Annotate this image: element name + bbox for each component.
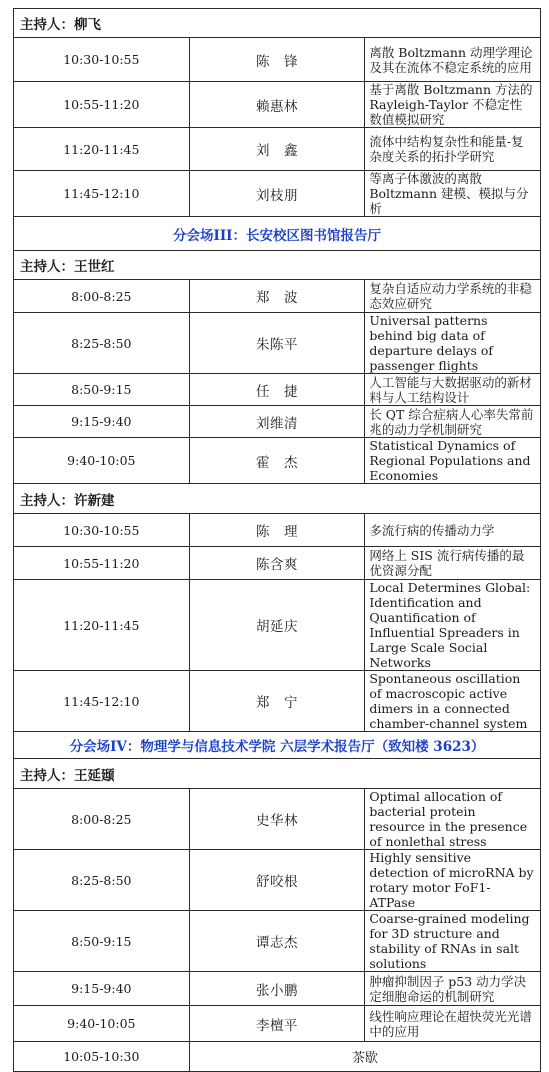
- host-row: [14, 759, 541, 789]
- talk-row: [14, 313, 541, 374]
- talk-row: [14, 438, 541, 484]
- talk-row: [14, 280, 541, 313]
- talk-row: [14, 789, 541, 850]
- talk-time: 8:25-8:50: [14, 850, 190, 911]
- talk-row: [14, 374, 541, 406]
- talk-title: 基于离散 Boltzmann 方法的 Rayleigh-Taylor 不稳定性数值模拟研究: [365, 82, 541, 128]
- speaker-name: 霍 杰: [189, 438, 365, 484]
- talk-title: Local Determines Global: Identification and Quantification of Influential Spreaders in Large Scale Social Networks: [365, 580, 541, 671]
- talk-time: 10:55-11:20: [14, 82, 190, 128]
- talk-title: 人工智能与大数据驱动的新材料与人工结构设计: [365, 374, 541, 406]
- talk-row: [14, 547, 541, 580]
- talk-title: 长 QT 综合症病人心率失常前兆的动力学机制研究: [365, 406, 541, 438]
- speaker-name: 刘 鑫: [189, 128, 365, 171]
- talk-title: 复杂自适应动力学系统的非稳态效应研究: [365, 280, 541, 313]
- session-heading: 分会场III：长安校区图书馆报告厅: [14, 217, 541, 251]
- talk-time: 11:45-12:10: [14, 171, 190, 217]
- talk-time: 9:15-9:40: [14, 406, 190, 438]
- host-label: 主持人：王延颋: [14, 759, 541, 789]
- talk-time: 10:30-10:55: [14, 38, 190, 82]
- speaker-name: 张小鹏: [189, 972, 365, 1006]
- talk-title: Optimal allocation of bacterial protein resource in the presence of nonlethal stress: [365, 789, 541, 850]
- host-label: 主持人：许新建: [14, 484, 541, 514]
- host-row: [14, 251, 541, 280]
- talk-title: 流体中结构复杂性和能量-复杂度关系的拓扑学研究: [365, 128, 541, 171]
- talk-time: 9:40-10:05: [14, 1006, 190, 1042]
- talk-row: [14, 850, 541, 911]
- talk-row: [14, 580, 541, 671]
- speaker-name: 史华林: [189, 789, 365, 850]
- speaker-name: 李檀平: [189, 1006, 365, 1042]
- talk-row: [14, 171, 541, 217]
- host-row: [14, 484, 541, 514]
- talk-title: 肿瘤抑制因子 p53 动力学决定细胞命运的机制研究: [365, 972, 541, 1006]
- speaker-name: 刘维清: [189, 406, 365, 438]
- session-row: [14, 732, 541, 759]
- talk-row: [14, 911, 541, 972]
- speaker-name: 谭志杰: [189, 911, 365, 972]
- speaker-name: 赖惠林: [189, 82, 365, 128]
- talk-time: 9:40-10:05: [14, 438, 190, 484]
- talk-time: 11:45-12:10: [14, 671, 190, 732]
- speaker-name: 郑 宁: [189, 671, 365, 732]
- host-label: 主持人：柳飞: [14, 9, 541, 38]
- talk-title: 离散 Boltzmann 动理学理论及其在流体不稳定系统的应用: [365, 38, 541, 82]
- talk-time: 11:20-11:45: [14, 580, 190, 671]
- talk-title: Spontaneous oscillation of macroscopic active dimers in a connected chamber-channel system: [365, 671, 541, 732]
- talk-time: 10:55-11:20: [14, 547, 190, 580]
- talk-time: 8:50-9:15: [14, 374, 190, 406]
- talk-row: [14, 38, 541, 82]
- speaker-name: 舒咬根: [189, 850, 365, 911]
- talk-time: 8:00-8:25: [14, 280, 190, 313]
- host-label: 主持人：王世红: [14, 251, 541, 280]
- talk-title: Universal patterns behind big data of departure delays of passenger flights: [365, 313, 541, 374]
- speaker-name: 郑 波: [189, 280, 365, 313]
- talk-title: 网络上 SIS 流行病传播的最优资源分配: [365, 547, 541, 580]
- talk-time: 9:15-9:40: [14, 972, 190, 1006]
- talk-title: 线性响应理论在超快荧光光谱中的应用: [365, 1006, 541, 1042]
- talk-time: 10:30-10:55: [14, 514, 190, 547]
- break-row: [14, 1042, 541, 1072]
- break-label: 茶歇: [189, 1042, 540, 1072]
- speaker-name: 胡延庆: [189, 580, 365, 671]
- session-heading: 分会场IV：物理学与信息技术学院 六层学术报告厅（致知楼 3623）: [14, 732, 541, 759]
- speaker-name: 朱陈平: [189, 313, 365, 374]
- talk-title: Highly sensitive detection of microRNA by rotary motor FoF1-ATPase: [365, 850, 541, 911]
- talk-time: 11:20-11:45: [14, 128, 190, 171]
- break-time: 10:05-10:30: [14, 1042, 190, 1072]
- schedule-body: [14, 9, 541, 1072]
- talk-title: 等离子体激波的离散 Boltzmann 建模、模拟与分析: [365, 171, 541, 217]
- schedule-table: [13, 8, 541, 1072]
- talk-time: 8:25-8:50: [14, 313, 190, 374]
- talk-title: Statistical Dynamics of Regional Populations and Economies: [365, 438, 541, 484]
- talk-title: Coarse-grained modeling for 3D structure and stability of RNAs in salt solutions: [365, 911, 541, 972]
- talk-row: [14, 82, 541, 128]
- talk-row: [14, 128, 541, 171]
- talk-time: 8:50-9:15: [14, 911, 190, 972]
- speaker-name: 任 捷: [189, 374, 365, 406]
- session-row: [14, 217, 541, 251]
- speaker-name: 陈 理: [189, 514, 365, 547]
- speaker-name: 陈 锋: [189, 38, 365, 82]
- talk-title: 多流行病的传播动力学: [365, 514, 541, 547]
- speaker-name: 陈含爽: [189, 547, 365, 580]
- talk-row: [14, 1006, 541, 1042]
- talk-row: [14, 406, 541, 438]
- host-row: [14, 9, 541, 38]
- talk-row: [14, 514, 541, 547]
- talk-row: [14, 671, 541, 732]
- talk-row: [14, 972, 541, 1006]
- talk-time: 8:00-8:25: [14, 789, 190, 850]
- speaker-name: 刘枝朋: [189, 171, 365, 217]
